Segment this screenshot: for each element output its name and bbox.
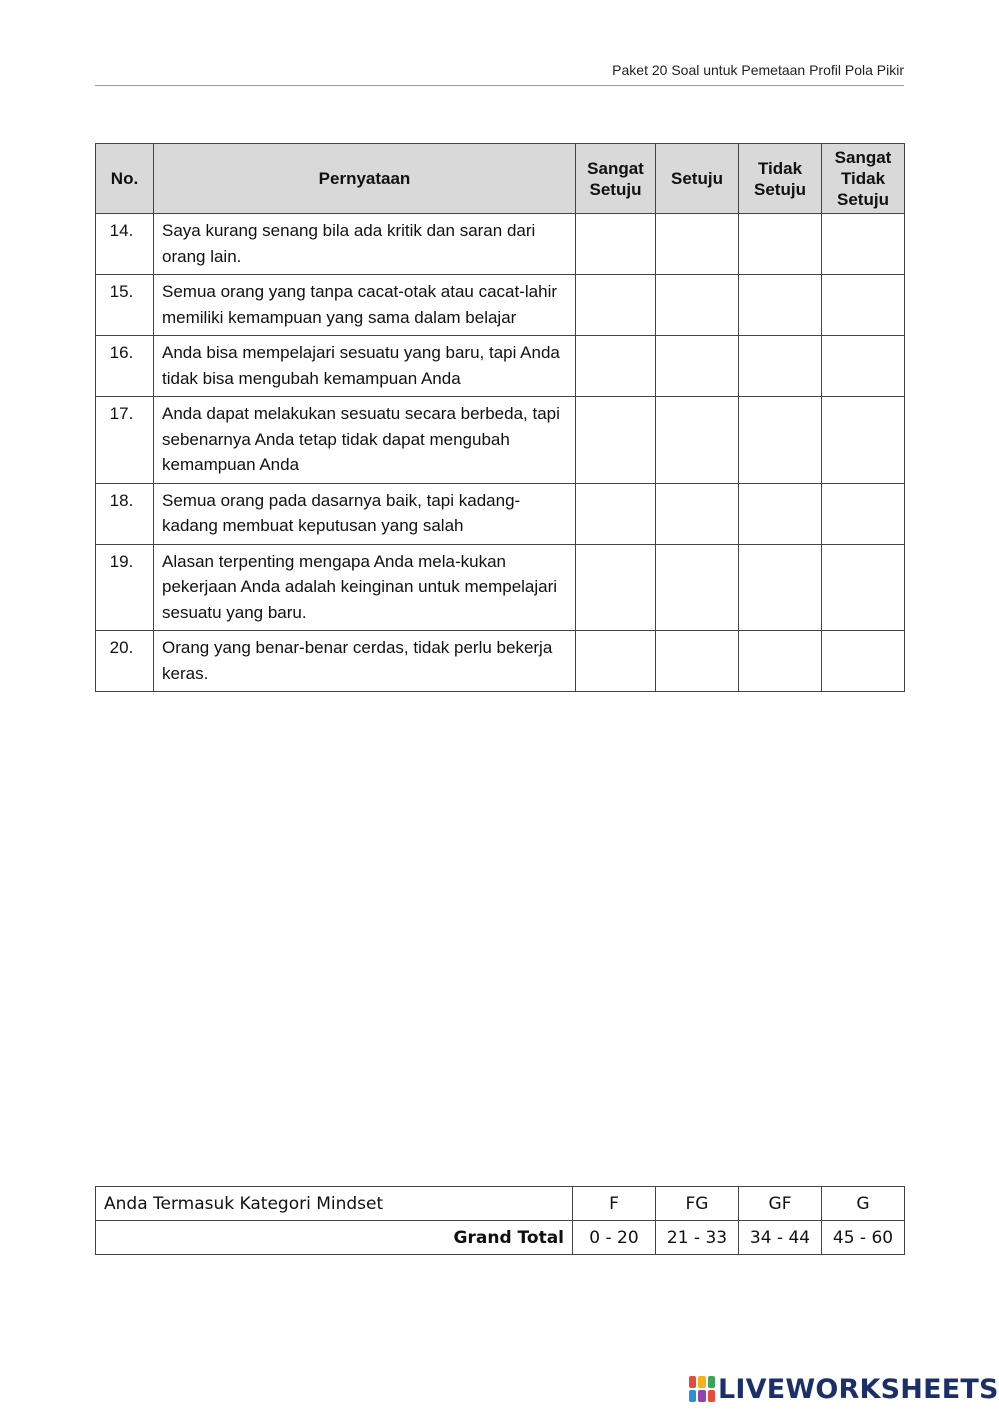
answer-cell-tidak-setuju[interactable] <box>739 397 822 484</box>
answer-cell-sangat-setuju[interactable] <box>576 275 656 336</box>
col-header-statement: Pernyataan <box>154 144 576 214</box>
table-row <box>96 275 905 336</box>
answer-cell-setuju[interactable] <box>656 275 739 336</box>
answer-cell-setuju[interactable] <box>656 214 739 275</box>
answer-cell-tidak-setuju[interactable] <box>739 275 822 336</box>
answer-cell-sangat-tidak-setuju[interactable] <box>822 397 905 484</box>
answer-cell-tidak-setuju[interactable] <box>739 631 822 692</box>
answer-cell-tidak-setuju[interactable] <box>739 544 822 631</box>
answer-cell-sangat-tidak-setuju[interactable] <box>822 214 905 275</box>
answer-cell-setuju[interactable] <box>656 336 739 397</box>
statement-table <box>95 143 905 692</box>
answer-cell-sangat-tidak-setuju[interactable] <box>822 336 905 397</box>
mindset-category-table <box>95 1186 905 1255</box>
answer-cell-sangat-setuju[interactable] <box>576 483 656 544</box>
answer-cell-sangat-tidak-setuju[interactable] <box>822 275 905 336</box>
row-statement: Alasan terpenting mengapa Anda mela-kukan pekerjaan Anda adalah keinginan untuk mempelajari sesuatu yang baru. <box>154 544 576 631</box>
answer-cell-setuju[interactable] <box>656 631 739 692</box>
answer-cell-tidak-setuju[interactable] <box>739 336 822 397</box>
answer-cell-setuju[interactable] <box>656 544 739 631</box>
range-f: 0 - 20 <box>573 1221 656 1255</box>
answer-cell-sangat-setuju[interactable] <box>576 544 656 631</box>
row-statement: Saya kurang senang bila ada kritik dan saran dari orang lain. <box>154 214 576 275</box>
table-row <box>96 483 905 544</box>
col-header-setuju: Setuju <box>656 144 739 214</box>
row-number: 15. <box>96 275 154 336</box>
answer-cell-setuju[interactable] <box>656 397 739 484</box>
col-header-sangat-setuju: Sangat Setuju <box>576 144 656 214</box>
answer-cell-sangat-setuju[interactable] <box>576 397 656 484</box>
row-number: 17. <box>96 397 154 484</box>
answer-cell-sangat-setuju[interactable] <box>576 336 656 397</box>
range-g: 45 - 60 <box>822 1221 905 1255</box>
category-code-f: F <box>573 1187 656 1221</box>
row-statement: Orang yang benar-benar cerdas, tidak perlu bekerja keras. <box>154 631 576 692</box>
liveworksheets-logo[interactable] <box>689 1374 999 1404</box>
answer-cell-sangat-setuju[interactable] <box>576 631 656 692</box>
col-header-tidak-setuju: Tidak Setuju <box>739 144 822 214</box>
table-row <box>96 544 905 631</box>
table-header-row <box>96 144 905 214</box>
answer-cell-tidak-setuju[interactable] <box>739 214 822 275</box>
table-row <box>96 397 905 484</box>
row-number: 20. <box>96 631 154 692</box>
range-gf: 34 - 44 <box>739 1221 822 1255</box>
answer-cell-sangat-tidak-setuju[interactable] <box>822 483 905 544</box>
table-row <box>96 336 905 397</box>
row-number: 19. <box>96 544 154 631</box>
grand-total-label: Grand Total <box>96 1221 573 1255</box>
answer-cell-setuju[interactable] <box>656 483 739 544</box>
row-statement: Semua orang pada dasarnya baik, tapi kadang-kadang membuat keputusan yang salah <box>154 483 576 544</box>
answer-cell-sangat-tidak-setuju[interactable] <box>822 631 905 692</box>
category-code-gf: GF <box>739 1187 822 1221</box>
table-row <box>96 631 905 692</box>
answer-cell-tidak-setuju[interactable] <box>739 483 822 544</box>
row-statement: Anda dapat melakukan sesuatu secara berbeda, tapi sebenarnya Anda tetap tidak dapat mengubah kemampuan Anda <box>154 397 576 484</box>
category-label: Anda Termasuk Kategori Mindset <box>96 1187 573 1221</box>
category-code-g: G <box>822 1187 905 1221</box>
answer-cell-sangat-tidak-setuju[interactable] <box>822 544 905 631</box>
col-header-no: No. <box>96 144 154 214</box>
row-statement: Semua orang yang tanpa cacat-otak atau cacat-lahir memiliki kemampuan yang sama dalam belajar <box>154 275 576 336</box>
grand-total-row <box>96 1221 905 1255</box>
page-header <box>95 58 904 86</box>
category-code-fg: FG <box>656 1187 739 1221</box>
range-fg: 21 - 33 <box>656 1221 739 1255</box>
col-header-sangat-tidak-setuju: Sangat Tidak Setuju <box>822 144 905 214</box>
page-header-title: Paket 20 Soal untuk Pemetaan Profil Pola Pikir <box>612 62 904 78</box>
row-number: 14. <box>96 214 154 275</box>
answer-cell-sangat-setuju[interactable] <box>576 214 656 275</box>
liveworksheets-logo-icon <box>689 1376 715 1402</box>
row-number: 16. <box>96 336 154 397</box>
table-row <box>96 214 905 275</box>
category-row <box>96 1187 905 1221</box>
row-statement: Anda bisa mempelajari sesuatu yang baru, tapi Anda tidak bisa mengubah kemampuan Anda <box>154 336 576 397</box>
row-number: 18. <box>96 483 154 544</box>
liveworksheets-logo-text: LIVEWORKSHEETS <box>718 1373 999 1405</box>
